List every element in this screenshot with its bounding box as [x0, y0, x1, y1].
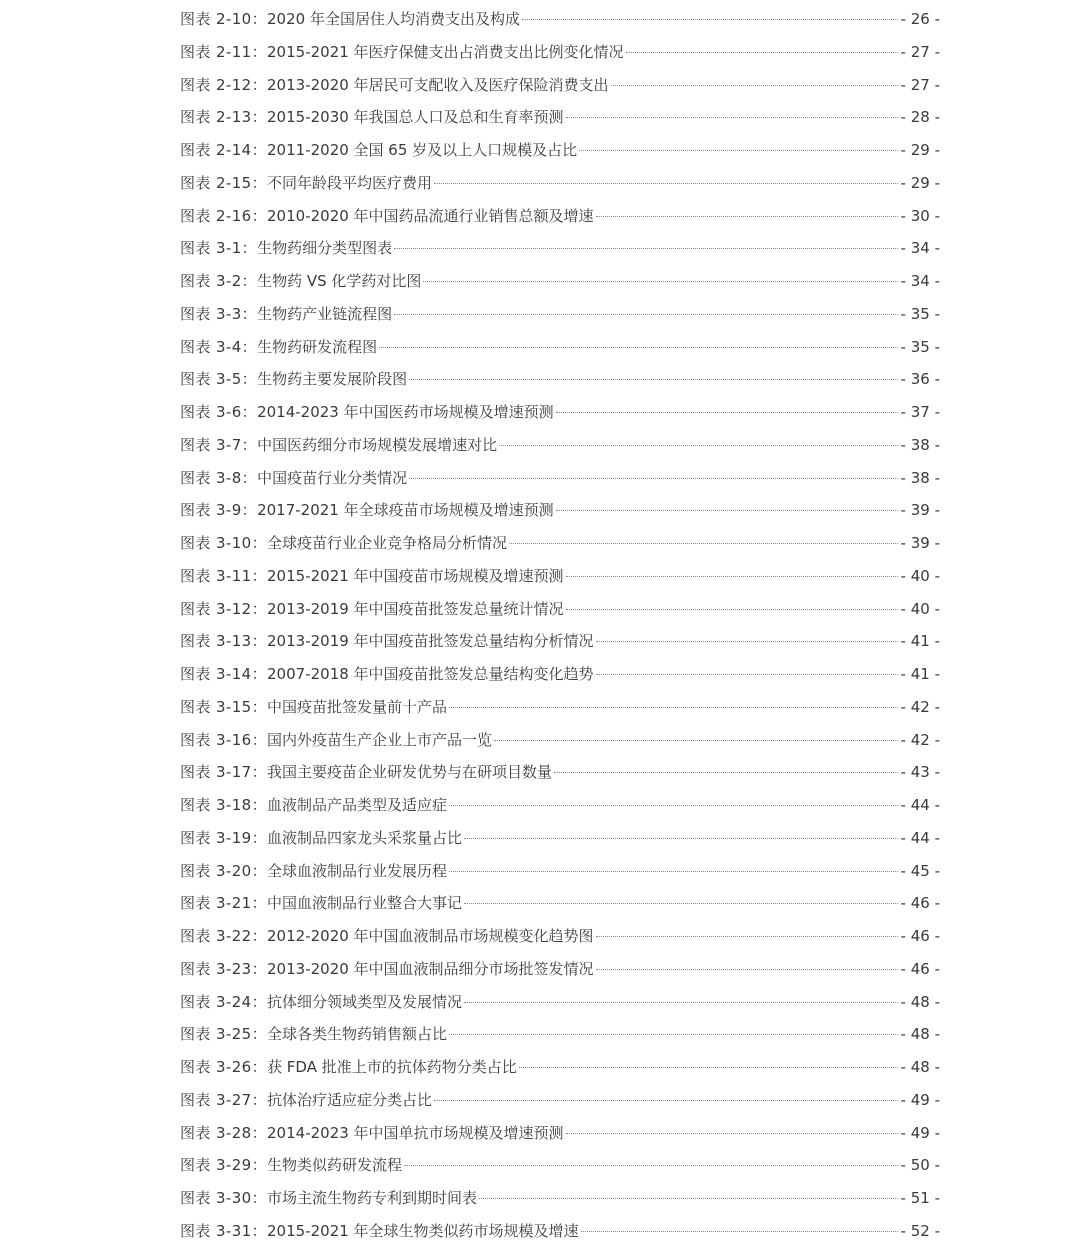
toc-entry[interactable]: [180, 822, 940, 855]
figure-title: 血液制品四家龙头采浆量占比: [267, 828, 463, 847]
toc-entry[interactable]: [180, 363, 940, 396]
toc-entry[interactable]: [180, 789, 940, 822]
page-number: - 45 -: [900, 861, 940, 880]
toc-entry[interactable]: [180, 986, 940, 1019]
figure-title: 2015-2021 年全球生物类似药市场规模及增速: [267, 1221, 579, 1240]
dot-leader: [434, 1100, 898, 1101]
figure-label: 图表 2-12：: [180, 75, 268, 94]
figure-title: 生物药研发流程图: [257, 337, 378, 356]
dot-leader: [479, 1198, 898, 1199]
page-number: - 44 -: [900, 796, 940, 814]
toc-entry[interactable]: [180, 429, 940, 462]
page-number: - 36 -: [900, 370, 940, 389]
figure-title: 全球血液制品行业发展历程: [267, 861, 448, 880]
page-number: - 40 -: [900, 599, 940, 618]
figure-title: 2015-2030 年我国总人口及总和生育率预测: [267, 108, 564, 127]
figure-title: 生物药 VS 化学药对比图: [257, 272, 422, 290]
page-number: - 41 -: [900, 632, 940, 651]
page-number: - 30 -: [900, 206, 940, 225]
dot-leader: [522, 19, 898, 20]
figure-label: 图表 3-21：: [180, 894, 268, 913]
figure-label: 图表 3-14：: [180, 665, 268, 683]
toc-entry[interactable]: [180, 1018, 940, 1051]
figure-title: 全球各类生物药销售额占比: [267, 1025, 448, 1044]
dot-leader: [494, 740, 898, 741]
dot-leader: [449, 871, 898, 872]
figure-label: 图表 2-16：: [180, 206, 268, 225]
toc-entry[interactable]: [180, 265, 940, 298]
dot-leader: [566, 609, 898, 610]
dot-leader: [409, 478, 897, 479]
figure-label: 图表 3-20：: [180, 861, 268, 880]
dot-leader: [394, 248, 897, 249]
figure-title: 获 FDA 批准上市的抗体药物分类占比: [267, 1058, 517, 1076]
figure-label: 图表 3-26：: [180, 1058, 268, 1076]
page-number: - 29 -: [900, 173, 940, 192]
dot-leader: [434, 183, 898, 184]
figure-label: 图表 2-11：: [180, 42, 268, 61]
figure-title: 2013-2020 年居民可支配收入及医疗保险消费支出: [267, 75, 609, 94]
dot-leader: [449, 1034, 898, 1035]
figure-label: 图表 3-7：: [180, 435, 258, 454]
toc-entry[interactable]: [180, 658, 940, 691]
figure-title: 中国血液制品行业整合大事记: [267, 894, 463, 913]
figure-title: 中国疫苗行业分类情况: [257, 468, 408, 487]
page-number: - 27 -: [900, 42, 940, 61]
dot-leader: [596, 936, 898, 937]
page-number: - 42 -: [900, 697, 940, 716]
figure-title: 抗体治疗适应症分类占比: [267, 1090, 433, 1109]
figure-title: 生物类似药研发流程: [267, 1156, 403, 1175]
dot-leader: [626, 52, 898, 53]
dot-leader: [449, 707, 898, 708]
page-number: - 46 -: [900, 927, 940, 945]
dot-leader: [579, 150, 897, 151]
page-number: - 38 -: [900, 435, 940, 454]
figure-title: 血液制品产品类型及适应症: [267, 796, 448, 814]
figure-title: 2013-2020 年中国血液制品细分市场批签发情况: [267, 959, 594, 978]
toc-entry[interactable]: [180, 167, 940, 200]
figure-label: 图表 3-4：: [180, 337, 258, 356]
page-number: - 50 -: [900, 1156, 940, 1175]
toc-entry[interactable]: [180, 1051, 940, 1084]
figure-title: 2017-2021 年全球疫苗市场规模及增速预测: [257, 501, 554, 520]
figure-title: 2010-2020 年中国药品流通行业销售总额及增速: [267, 206, 594, 225]
figure-label: 图表 3-16：: [180, 730, 268, 749]
toc-entry[interactable]: [180, 855, 940, 888]
figure-index-list: [180, 3, 940, 1248]
figure-label: 图表 3-11：: [180, 566, 268, 585]
dot-leader: [464, 838, 898, 839]
dot-leader: [596, 969, 898, 970]
page-number: - 49 -: [900, 1123, 940, 1142]
figure-label: 图表 3-15：: [180, 697, 268, 716]
figure-label: 图表 3-12：: [180, 599, 268, 618]
page-number: - 48 -: [900, 1025, 940, 1044]
figure-title: 2012-2020 年中国血液制品市场规模变化趋势图: [267, 927, 594, 945]
dot-leader: [379, 347, 897, 348]
figure-title: 市场主流生物药专利到期时间表: [267, 1189, 478, 1207]
figure-title: 2020 年全国居住人均消费支出及构成: [267, 10, 520, 28]
page-number: - 40 -: [900, 566, 940, 585]
figure-label: 图表 2-14：: [180, 141, 268, 159]
toc-entry[interactable]: [180, 232, 940, 265]
dot-leader: [464, 1002, 898, 1003]
page-number: - 29 -: [900, 141, 940, 159]
dot-leader: [581, 1231, 898, 1232]
figure-label: 图表 3-19：: [180, 828, 268, 847]
dot-leader: [596, 641, 898, 642]
dot-leader: [464, 903, 898, 904]
dot-leader: [611, 85, 898, 86]
toc-entry[interactable]: [180, 36, 940, 69]
dot-leader: [519, 1067, 898, 1068]
page-number: - 46 -: [900, 894, 940, 913]
figure-title: 我国主要疫苗企业研发优势与在研项目数量: [267, 763, 553, 782]
figure-title: 2011-2020 全国 65 岁及以上人口规模及占比: [267, 141, 578, 159]
page-number: - 26 -: [900, 10, 940, 28]
figure-title: 2013-2019 年中国疫苗批签发总量统计情况: [267, 599, 564, 618]
figure-title: 中国医药细分市场规模发展增速对比: [257, 435, 498, 454]
figure-title: 2014-2023 年中国单抗市场规模及增速预测: [267, 1123, 564, 1142]
dot-leader: [499, 445, 897, 446]
toc-entry[interactable]: [180, 625, 940, 658]
figure-label: 图表 3-27：: [180, 1090, 268, 1109]
figure-label: 图表 3-28：: [180, 1123, 268, 1142]
toc-entry[interactable]: [180, 494, 940, 527]
page-number: - 43 -: [900, 763, 940, 782]
page-number: - 39 -: [900, 501, 940, 520]
toc-entry[interactable]: [180, 331, 940, 364]
toc-entry[interactable]: [180, 462, 940, 495]
figure-label: 图表 3-6：: [180, 403, 258, 421]
figure-label: 图表 3-18：: [180, 796, 268, 814]
toc-entry[interactable]: [180, 134, 940, 167]
figure-label: 图表 3-25：: [180, 1025, 268, 1044]
toc-entry[interactable]: [180, 1215, 940, 1248]
page-number: - 27 -: [900, 75, 940, 94]
dot-leader: [449, 805, 898, 806]
dot-leader: [556, 510, 898, 511]
figure-label: 图表 3-13：: [180, 632, 268, 651]
toc-entry[interactable]: [180, 887, 940, 920]
figure-title: 不同年龄段平均医疗费用: [267, 173, 433, 192]
page-number: - 35 -: [900, 304, 940, 323]
page-number: - 39 -: [900, 534, 940, 552]
figure-label: 图表 3-29：: [180, 1156, 268, 1175]
dot-leader: [554, 772, 898, 773]
page-number: - 34 -: [900, 239, 940, 258]
dot-leader: [509, 543, 898, 544]
page-number: - 44 -: [900, 828, 940, 847]
toc-entry[interactable]: [180, 953, 940, 986]
dot-leader: [556, 412, 898, 413]
dot-leader: [423, 281, 897, 282]
toc-entry[interactable]: [180, 593, 940, 626]
page-number: - 48 -: [900, 1058, 940, 1076]
figure-label: 图表 3-23：: [180, 959, 268, 978]
figure-label: 图表 3-24：: [180, 992, 268, 1011]
toc-entry[interactable]: [180, 1149, 940, 1182]
dot-leader: [566, 1133, 898, 1134]
page-number: - 49 -: [900, 1090, 940, 1109]
figure-title: 国内外疫苗生产企业上市产品一览: [267, 730, 493, 749]
figure-label: 图表 3-9：: [180, 501, 258, 520]
toc-entry[interactable]: [180, 724, 940, 757]
figure-label: 图表 2-15：: [180, 173, 268, 192]
figure-label: 图表 3-8：: [180, 468, 258, 487]
toc-entry[interactable]: [180, 1117, 940, 1150]
figure-title: 2014-2023 年中国医药市场规模及增速预测: [257, 403, 554, 421]
figure-title: 2007-2018 年中国疫苗批签发总量结构变化趋势: [267, 665, 594, 683]
figure-label: 图表 3-31：: [180, 1221, 268, 1240]
toc-entry[interactable]: [180, 3, 940, 36]
toc-entry[interactable]: [180, 1182, 940, 1215]
page-number: - 35 -: [900, 337, 940, 356]
figure-label: 图表 2-10：: [180, 10, 268, 28]
page-number: - 48 -: [900, 992, 940, 1011]
dot-leader: [566, 576, 898, 577]
figure-title: 生物药细分类型图表: [257, 239, 393, 258]
toc-entry[interactable]: [180, 560, 940, 593]
page-number: - 42 -: [900, 730, 940, 749]
toc-entry[interactable]: [180, 200, 940, 233]
page-number: - 34 -: [900, 272, 940, 290]
page-number: - 52 -: [900, 1221, 940, 1240]
figure-label: 图表 3-17：: [180, 763, 268, 782]
toc-entry[interactable]: [180, 396, 940, 429]
dot-leader: [596, 674, 898, 675]
figure-label: 图表 3-10：: [180, 534, 268, 552]
dot-leader: [404, 1165, 898, 1166]
figure-label: 图表 3-2：: [180, 272, 258, 290]
figure-label: 图表 3-1：: [180, 239, 258, 258]
page-number: - 38 -: [900, 468, 940, 487]
toc-entry[interactable]: [180, 69, 940, 102]
figure-label: 图表 3-5：: [180, 370, 258, 389]
figure-title: 生物药主要发展阶段图: [257, 370, 408, 389]
figure-label: 图表 3-22：: [180, 927, 268, 945]
figure-label: 图表 3-3：: [180, 304, 258, 323]
dot-leader: [394, 314, 897, 315]
toc-entry[interactable]: [180, 298, 940, 331]
dot-leader: [409, 379, 897, 380]
toc-entry[interactable]: [180, 1084, 940, 1117]
toc-entry[interactable]: [180, 920, 940, 953]
figure-title: 全球疫苗行业企业竞争格局分析情况: [267, 534, 508, 552]
page-number: - 37 -: [900, 403, 940, 421]
toc-entry[interactable]: [180, 527, 940, 560]
figure-title: 2015-2021 年中国疫苗市场规模及增速预测: [267, 566, 564, 585]
page-number: - 41 -: [900, 665, 940, 683]
page-number: - 51 -: [900, 1189, 940, 1207]
toc-entry[interactable]: [180, 691, 940, 724]
figure-title: 生物药产业链流程图: [257, 304, 393, 323]
dot-leader: [596, 216, 898, 217]
figure-title: 2015-2021 年医疗保健支出占消费支出比例变化情况: [267, 42, 624, 61]
figure-title: 2013-2019 年中国疫苗批签发总量结构分析情况: [267, 632, 594, 651]
toc-entry[interactable]: [180, 756, 940, 789]
toc-entry[interactable]: [180, 101, 940, 134]
figure-title: 中国疫苗批签发量前十产品: [267, 697, 448, 716]
figure-label: 图表 3-30：: [180, 1189, 268, 1207]
page-number: - 46 -: [900, 959, 940, 978]
page-number: - 28 -: [900, 108, 940, 127]
figure-title: 抗体细分领域类型及发展情况: [267, 992, 463, 1011]
dot-leader: [566, 117, 898, 118]
figure-label: 图表 2-13：: [180, 108, 268, 127]
